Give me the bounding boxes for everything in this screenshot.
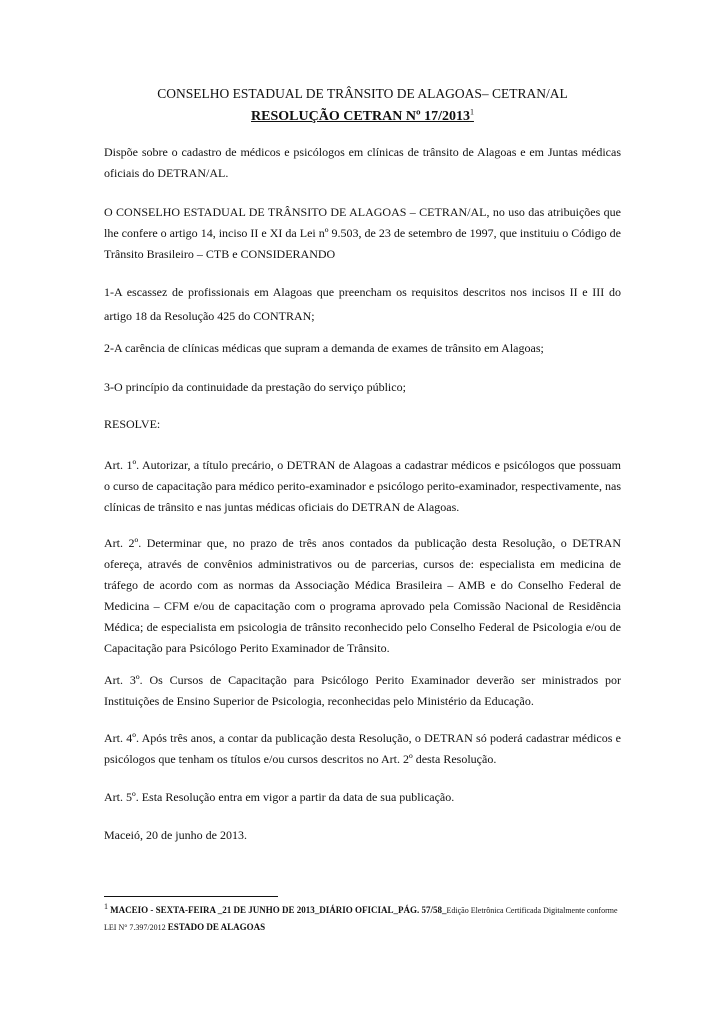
footnote-certification: Edição Eletrônica Certificada Digitalmente conforme LEI N° 7.397/2012	[104, 906, 618, 932]
footnote-state: ESTADO DE ALAGOAS	[167, 922, 266, 932]
ementa-paragraph: Dispõe sobre o cadastro de médicos e psicólogos em clínicas de trânsito de Alagoas e em Juntas médicas oficiais do DETRAN/AL.	[104, 145, 621, 180]
footnote-number: 1	[104, 902, 108, 912]
considerando-item-1: 1-A escassez de profissionais em Alagoas que preencham os requisitos descritos nos incisos II e III do artigo 18 da Resolução 425 do CONTRAN;	[104, 285, 621, 323]
date-line: Maceió, 20 de junho de 2013.	[104, 828, 247, 842]
resolution-title-text: RESOLUÇÃO CETRAN Nº 17/2013	[251, 109, 470, 124]
article-1: Art. 1º. Autorizar, a título precário, o DETRAN de Alagoas a cadastrar médicos e psicólogos que possuam o curso de capacitação para médico perito-examinador e psicólogo perito-examinador, respectivamente, nas clínicas de trânsito e nas juntas médicas oficiais do DETRAN de Alagoas.	[104, 458, 621, 514]
considerando-item-2: 2-A carência de clínicas médicas que supram a demanda de exames de trânsito em Alagoas;	[104, 341, 544, 355]
considerando-item-3: 3-O princípio da continuidade da prestação do serviço público;	[104, 380, 406, 394]
footnote	[104, 902, 624, 936]
resolution-title	[0, 108, 725, 126]
footnote-source: MACEIO - SEXTA-FEIRA _21 DE JUNHO DE 2013_DIÁRIO OFICIAL_PÁG. 57/58_	[110, 905, 447, 915]
article-4: Art. 4º. Após três anos, a contar da publicação desta Resolução, o DETRAN só poderá cadastrar médicos e psicólogos que tenham os títulos e/ou cursos descritos no Art. 2º desta Resolução.	[104, 731, 621, 766]
article-5: Art. 5º. Esta Resolução entra em vigor a partir da data de sua publicação.	[104, 790, 455, 804]
article-2: Art. 2º. Determinar que, no prazo de três anos contados da publicação desta Resolução, o DETRAN ofereça, através de convênios administrativos ou de parcerias, cursos de: especialista em medicina de tráfego de acordo com as normas da Associação Médica Brasileira – AMB e do Conselho Federal de Medicina – CFM e/ou de capacitação com o programa aprovado pela Comissão Nacional de Residência Médica; de especialista em psicologia de trânsito reconhecido pelo Conselho Federal de Psicologia e/ou de Capacitação para Psicólogo Perito Examinador de Trânsito.	[104, 536, 621, 655]
article-3: Art. 3º. Os Cursos de Capacitação para Psicólogo Perito Examinador deverão ser ministrados por Instituições de Ensino Superior de Psicologia, reconhecidas pelo Ministério da Educação.	[104, 673, 621, 708]
resolve-heading: RESOLVE:	[104, 417, 161, 431]
council-heading: CONSELHO ESTADUAL DE TRÂNSITO DE ALAGOAS– CETRAN/AL	[157, 86, 568, 101]
preamble-paragraph: O CONSELHO ESTADUAL DE TRÂNSITO DE ALAGOAS – CETRAN/AL, no uso das atribuições que lhe confere o artigo 14, inciso II e XI da Lei nº 9.503, de 23 de setembro de 1997, que instituiu o Código de Trânsito Brasileiro – CTB e CONSIDERANDO	[104, 205, 621, 261]
footnote-divider	[104, 896, 278, 897]
footnote-reference[interactable]: 1	[469, 107, 474, 117]
